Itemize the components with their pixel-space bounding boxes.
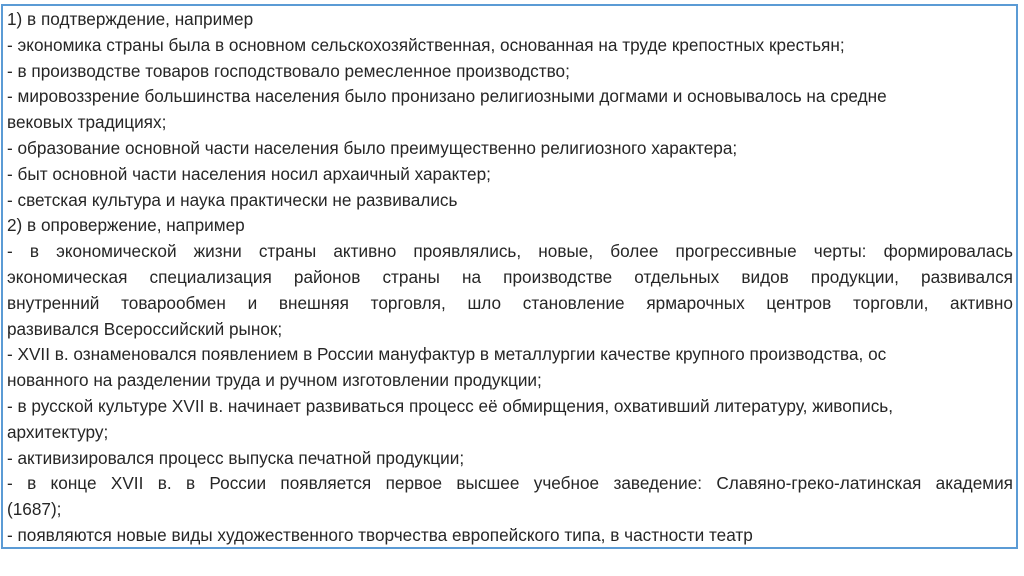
list-item: - экономика страны была в основном сельскохозяйственная, основанная на труде крепостных крестьян; — [7, 34, 845, 55]
list-item-theatre — [7, 523, 1013, 549]
list-item-line: нованного на разделении труда и ручном изготовлении продукции; — [7, 370, 542, 391]
list-item-line: архитектуру; — [7, 421, 109, 442]
list-item: - образование основной части населения было преимущественно религиозного характера; — [7, 137, 738, 158]
heading-refute: 2) в опровержение, например — [7, 215, 245, 236]
list-item-line: - появляются новые виды художественного творчества европейского типа, в частности театр — [7, 524, 753, 545]
list-item-manufactures — [7, 342, 1013, 394]
list-item-line: внутренний товарообмен и внешняя торговля, шло становление ярмарочных центров торговли, активно — [7, 292, 1013, 313]
answer-text-box — [1, 4, 1018, 549]
list-item-line: - в экономической жизни страны активно проявлялись, новые, более прогрессивные черты: формировалась — [7, 241, 1013, 262]
list-item-economy — [7, 239, 1013, 342]
list-item-line: - в конце XVII в. в России появляется первое высшее учебное заведение: Славяно-греко-латинская академия — [7, 473, 1013, 494]
list-item: - в производстве товаров господствовало ремесленное производство; — [7, 60, 570, 81]
list-item-line: экономическая специализация районов страны на производстве отдельных видов продукции, развивался — [7, 266, 1013, 287]
list-item: - быт основной части населения носил архаичный характер; — [7, 163, 491, 184]
heading-confirm: 1) в подтверждение, например — [7, 9, 254, 29]
list-item: - светская культура и наука практически не развивались — [7, 189, 458, 210]
list-item-academy — [7, 471, 1013, 523]
list-item-line: - в русской культуре XVII в. начинает развиваться процесс её обмирщения, охвативший литературу, живопись, — [7, 395, 894, 416]
list-item-line: - XVII в. ознаменовался появлением в России мануфактур в металлургии качестве крупного производства, ос — [7, 344, 887, 365]
list-item-line: (1687); — [7, 499, 62, 520]
list-item-line: - активизировался процесс выпуска печатной продукции; — [7, 447, 465, 468]
list-item-printing — [7, 446, 1013, 472]
list-item-continued: вековых традициях; — [7, 112, 167, 133]
list-item-culture — [7, 394, 1013, 446]
list-item: - мировоззрение большинства населения было пронизано религиозными догмами и основывалось на средне — [7, 86, 887, 107]
list-item-line: развивался Всероссийский рынок; — [7, 318, 283, 339]
